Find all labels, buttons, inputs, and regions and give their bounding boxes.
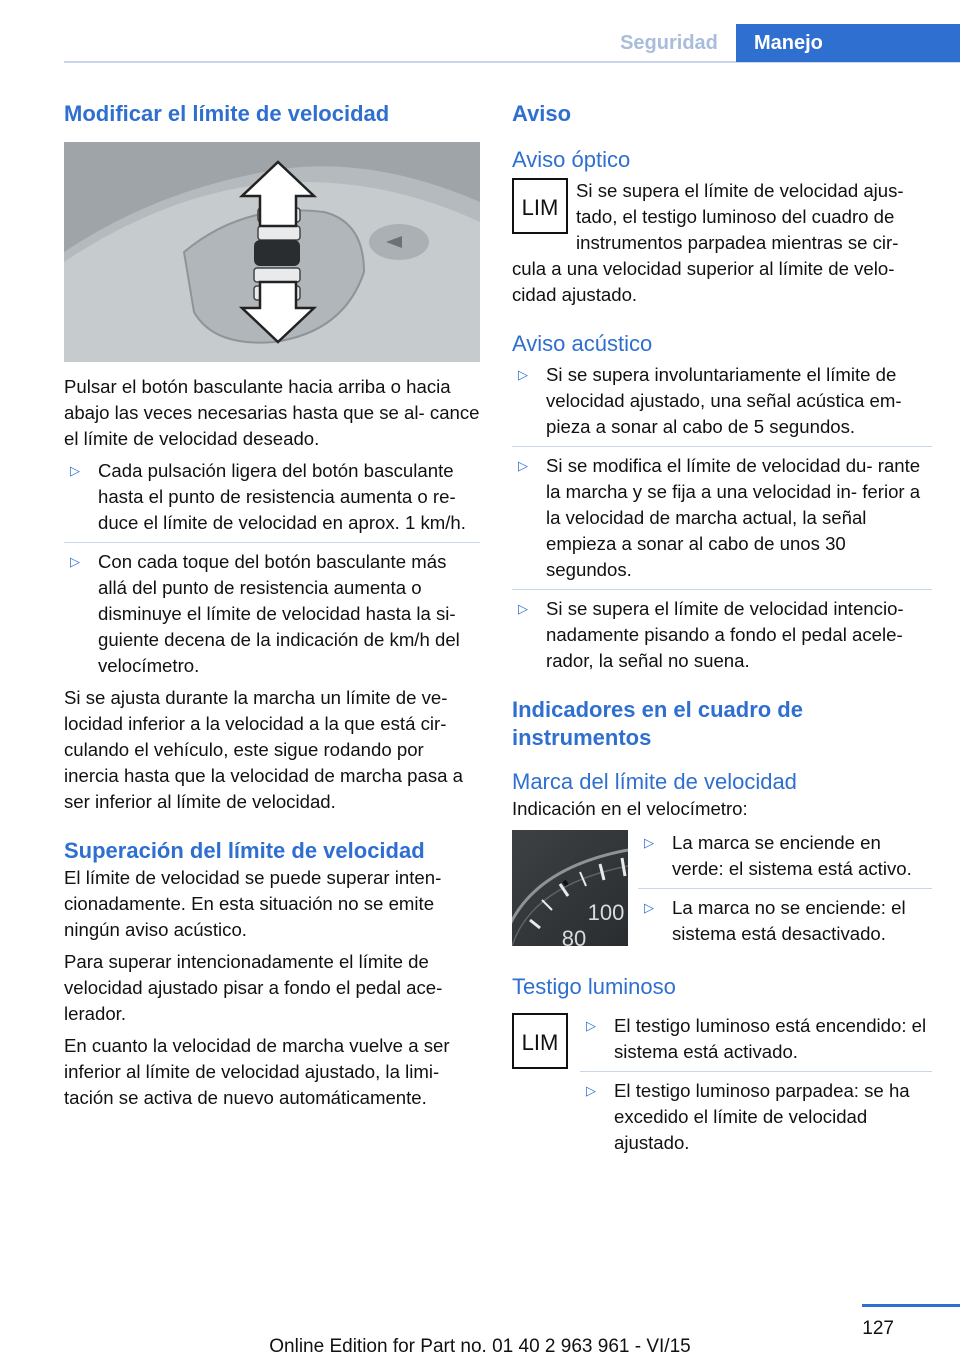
list-marca bbox=[638, 830, 932, 947]
triangle-bullet-icon: ▷ bbox=[586, 1083, 596, 1098]
separator bbox=[638, 888, 932, 889]
text-marcha: Si se ajusta durante la marcha un límite de ve‐ locidad inferior a la velocidad a la que está cir‐ culando el vehículo, este sigue rodando por inercia hasta que la velocidad de marcha pasa a ser inferior al límite de velocidad. bbox=[64, 687, 463, 812]
text-superacion-2: Para superar intencionadamente el límite de velocidad ajustado pisar a fondo el pedal ace‐ lerador. bbox=[64, 951, 443, 1024]
tab-seguridad[interactable]: Seguridad bbox=[620, 31, 718, 54]
list-item: ▷ Cada pulsación ligera del botón basculante hasta el punto de resistencia aumenta o re‐ duce el límite de velocidad en aprox. 1 km/h. bbox=[70, 460, 466, 533]
marca-block bbox=[512, 830, 932, 947]
triangle-bullet-icon: ▷ bbox=[586, 1018, 596, 1033]
separator bbox=[580, 1071, 932, 1072]
footer-accent-line bbox=[862, 1304, 960, 1307]
list-item: ▷ Si se supera el límite de velocidad intencio‐ nadamente pisando a fondo el pedal acele‐ rador, la señal no suena. bbox=[518, 598, 904, 671]
list-item: ▷ Si se modifica el límite de velocidad du‐ rante la marcha y se fija a una velocidad in‐ ferior a la velocidad de marcha actual, la señal empieza a sonar al cabo de unos 30 segundos. bbox=[518, 455, 921, 580]
heading-superacion: Superación del límite de velocidad bbox=[64, 838, 425, 863]
triangle-bullet-icon: ▷ bbox=[518, 458, 528, 473]
list-acustico bbox=[512, 362, 932, 674]
text-aviso-optico: Si se supera el límite de velocidad ajus‐ tado, el testigo luminoso del cuadro de instrumentos parpadea mientras se cir‐ cula a una velocidad superior al límite de velo‐ cidad ajustado. bbox=[512, 180, 904, 305]
text-indicacion: Indicación en el velocímetro: bbox=[512, 798, 748, 819]
page-number: 127 bbox=[862, 1318, 894, 1339]
heading-testigo: Testigo luminoso bbox=[512, 974, 676, 999]
triangle-bullet-icon: ▷ bbox=[70, 463, 80, 478]
triangle-bullet-icon: ▷ bbox=[644, 900, 654, 915]
right-column bbox=[512, 100, 932, 1156]
list-item: ▷ La marca se enciende en verde: el sistema está activo. bbox=[644, 832, 912, 879]
list-testigo bbox=[580, 1013, 932, 1156]
left-column bbox=[64, 100, 480, 1111]
text-pulsar: Pulsar el botón basculante hacia arriba o hacia abajo las veces necesarias hasta que se al‐ cance el límite de velocidad deseado. bbox=[64, 376, 480, 449]
separator bbox=[64, 542, 480, 543]
list-item: ▷ El testigo luminoso está encendido: el sistema está activado. bbox=[586, 1015, 927, 1062]
svg-text:LIM: LIM bbox=[521, 195, 559, 220]
list-item: ▷ Con cada toque del botón basculante más allá del punto de resistencia aumenta o disminuye el límite de velocidad hasta la si‐ guiente decena de la indicación de km/h del velocímetro. bbox=[70, 551, 460, 676]
list-item: ▷ La marca no se enciende: el sistema está desactivado. bbox=[644, 897, 906, 944]
separator bbox=[512, 589, 932, 590]
tab-manejo[interactable]: Manejo bbox=[736, 24, 960, 62]
footer-edition: Online Edition for Part no. 01 40 2 963 961 - VI/15 bbox=[269, 1336, 691, 1357]
testigo-block bbox=[512, 1013, 932, 1156]
text-superacion-3: En cuanto la velocidad de marcha vuelve a ser inferior al límite de velocidad ajustado, la limi‐ tación se activa de nuevo automáticamente. bbox=[64, 1035, 450, 1108]
speedometer-gauge-image bbox=[512, 830, 628, 946]
heading-aviso-acustico: Aviso acústico bbox=[512, 331, 653, 356]
heading-marca: Marca del límite de velocidad bbox=[512, 769, 797, 794]
text-superacion-1: El límite de velocidad se puede superar inten‐ cionadamente. En esta situación no se emite ningún aviso acústico. bbox=[64, 867, 442, 940]
svg-text:80: 80 bbox=[561, 926, 587, 946]
separator bbox=[512, 446, 932, 447]
aviso-optico-block bbox=[512, 178, 932, 308]
list-item: ▷ Si se supera involuntariamente el límite de velocidad ajustado, una señal acústica em‐ pieza a sonar al cabo de 5 segundos. bbox=[518, 364, 902, 437]
svg-text:LIM: LIM bbox=[521, 1030, 559, 1055]
triangle-bullet-icon: ▷ bbox=[644, 835, 654, 850]
list-pulsacion bbox=[64, 458, 480, 679]
lim-indicator-icon bbox=[512, 1013, 568, 1069]
heading-indicadores: Indicadores en el cuadro de instrumentos bbox=[512, 697, 803, 750]
heading-aviso: Aviso bbox=[512, 101, 572, 126]
lim-indicator-icon bbox=[512, 178, 568, 234]
svg-text:100: 100 bbox=[587, 900, 625, 925]
triangle-bullet-icon: ▷ bbox=[70, 554, 80, 569]
heading-aviso-optico: Aviso óptico bbox=[512, 147, 631, 172]
triangle-bullet-icon: ▷ bbox=[518, 601, 528, 616]
heading-modificar: Modificar el límite de velocidad bbox=[64, 101, 390, 126]
list-item: ▷ El testigo luminoso parpadea: se ha excedido el límite de velocidad ajustado. bbox=[586, 1080, 910, 1153]
triangle-bullet-icon: ▷ bbox=[518, 367, 528, 382]
steering-wheel-rocker-photo bbox=[64, 142, 480, 362]
